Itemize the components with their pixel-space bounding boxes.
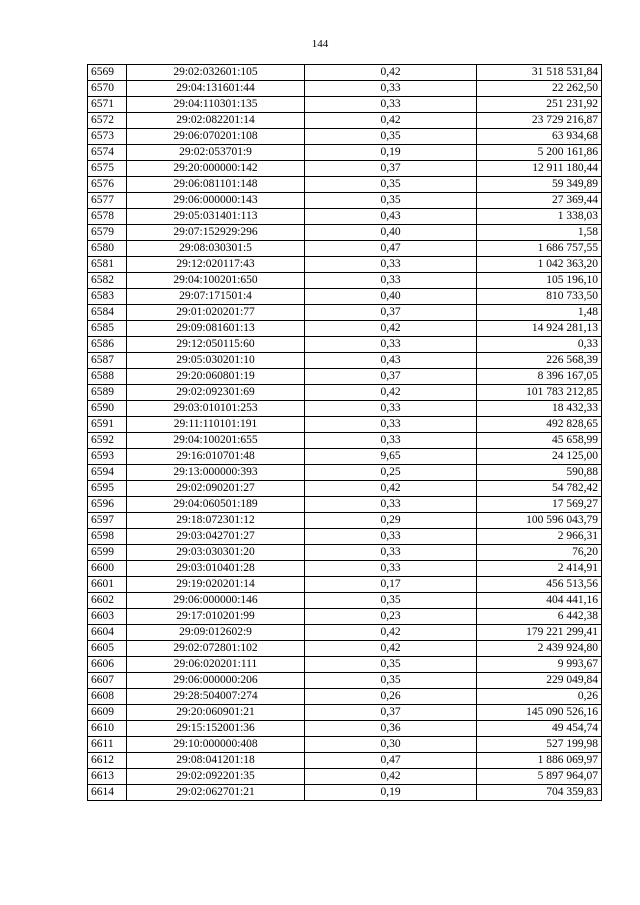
cadastral-number-cell: 29:03:042701:27 bbox=[127, 529, 305, 545]
rate-cell: 0,42 bbox=[305, 385, 477, 401]
table-row bbox=[88, 145, 602, 161]
rate-cell: 0,33 bbox=[305, 545, 477, 561]
cadastral-number-cell: 29:15:152001:36 bbox=[127, 721, 305, 737]
cadastral-number-cell: 29:11:110101:191 bbox=[127, 417, 305, 433]
rate-cell: 0,42 bbox=[305, 641, 477, 657]
cadastral-number-cell: 29:08:041201:18 bbox=[127, 753, 305, 769]
rate-cell: 0,35 bbox=[305, 657, 477, 673]
row-number-cell: 6599 bbox=[88, 545, 127, 561]
table-row bbox=[88, 65, 602, 81]
row-number-cell: 6590 bbox=[88, 401, 127, 417]
cadastral-number-cell: 29:02:090201:27 bbox=[127, 481, 305, 497]
rate-cell: 0,42 bbox=[305, 625, 477, 641]
cadastral-number-cell: 29:06:000000:146 bbox=[127, 593, 305, 609]
rate-cell: 0,19 bbox=[305, 785, 477, 801]
rate-cell: 0,42 bbox=[305, 481, 477, 497]
value-cell: 704 359,83 bbox=[477, 785, 602, 801]
rate-cell: 0,35 bbox=[305, 129, 477, 145]
cadastral-number-cell: 29:07:152929:296 bbox=[127, 225, 305, 241]
table-row bbox=[88, 769, 602, 785]
rate-cell: 0,33 bbox=[305, 337, 477, 353]
value-cell: 1,48 bbox=[477, 305, 602, 321]
table-row bbox=[88, 273, 602, 289]
cadastral-number-cell: 29:02:032601:105 bbox=[127, 65, 305, 81]
table-row bbox=[88, 81, 602, 97]
table-row bbox=[88, 513, 602, 529]
rate-cell: 0,42 bbox=[305, 113, 477, 129]
table-row bbox=[88, 753, 602, 769]
value-cell: 1 686 757,55 bbox=[477, 241, 602, 257]
rate-cell: 0,33 bbox=[305, 417, 477, 433]
rate-cell: 0,26 bbox=[305, 689, 477, 705]
table-row bbox=[88, 369, 602, 385]
table-row bbox=[88, 577, 602, 593]
cadastral-number-cell: 29:12:050115:60 bbox=[127, 337, 305, 353]
cadastral-number-cell: 29:06:000000:143 bbox=[127, 193, 305, 209]
cadastral-number-cell: 29:16:010701:48 bbox=[127, 449, 305, 465]
table-row bbox=[88, 257, 602, 273]
cadastral-number-cell: 29:04:100201:650 bbox=[127, 273, 305, 289]
cadastral-number-cell: 29:02:082201:14 bbox=[127, 113, 305, 129]
rate-cell: 0,37 bbox=[305, 161, 477, 177]
row-number-cell: 6598 bbox=[88, 529, 127, 545]
rate-cell: 0,33 bbox=[305, 497, 477, 513]
cadastral-number-cell: 29:20:060901:21 bbox=[127, 705, 305, 721]
table-row bbox=[88, 225, 602, 241]
row-number-cell: 6569 bbox=[88, 65, 127, 81]
cadastral-number-cell: 29:02:092301:69 bbox=[127, 385, 305, 401]
value-cell: 492 828,65 bbox=[477, 417, 602, 433]
value-cell: 810 733,50 bbox=[477, 289, 602, 305]
table-row bbox=[88, 289, 602, 305]
row-number-cell: 6572 bbox=[88, 113, 127, 129]
rate-cell: 0,43 bbox=[305, 209, 477, 225]
table-row bbox=[88, 177, 602, 193]
table-row bbox=[88, 433, 602, 449]
row-number-cell: 6584 bbox=[88, 305, 127, 321]
value-cell: 456 513,56 bbox=[477, 577, 602, 593]
rate-cell: 0,25 bbox=[305, 465, 477, 481]
value-cell: 0,26 bbox=[477, 689, 602, 705]
cadastral-value-table bbox=[87, 64, 602, 801]
row-number-cell: 6587 bbox=[88, 353, 127, 369]
cadastral-number-cell: 29:02:062701:21 bbox=[127, 785, 305, 801]
cadastral-number-cell: 29:04:060501:189 bbox=[127, 497, 305, 513]
rate-cell: 0,19 bbox=[305, 145, 477, 161]
cadastral-number-cell: 29:09:012602:9 bbox=[127, 625, 305, 641]
rate-cell: 9,65 bbox=[305, 449, 477, 465]
rate-cell: 0,37 bbox=[305, 369, 477, 385]
rate-cell: 0,33 bbox=[305, 561, 477, 577]
value-cell: 27 369,44 bbox=[477, 193, 602, 209]
row-number-cell: 6611 bbox=[88, 737, 127, 753]
value-cell: 8 396 167,05 bbox=[477, 369, 602, 385]
row-number-cell: 6596 bbox=[88, 497, 127, 513]
cadastral-number-cell: 29:03:010401:28 bbox=[127, 561, 305, 577]
value-cell: 45 658,99 bbox=[477, 433, 602, 449]
table-row bbox=[88, 545, 602, 561]
value-cell: 145 090 526,16 bbox=[477, 705, 602, 721]
value-cell: 1 042 363,20 bbox=[477, 257, 602, 273]
row-number-cell: 6575 bbox=[88, 161, 127, 177]
row-number-cell: 6578 bbox=[88, 209, 127, 225]
row-number-cell: 6586 bbox=[88, 337, 127, 353]
cadastral-number-cell: 29:02:053701:9 bbox=[127, 145, 305, 161]
value-cell: 31 518 531,84 bbox=[477, 65, 602, 81]
row-number-cell: 6579 bbox=[88, 225, 127, 241]
rate-cell: 0,33 bbox=[305, 401, 477, 417]
row-number-cell: 6607 bbox=[88, 673, 127, 689]
row-number-cell: 6610 bbox=[88, 721, 127, 737]
rate-cell: 0,47 bbox=[305, 753, 477, 769]
rate-cell: 0,35 bbox=[305, 593, 477, 609]
rate-cell: 0,17 bbox=[305, 577, 477, 593]
row-number-cell: 6588 bbox=[88, 369, 127, 385]
table-row bbox=[88, 161, 602, 177]
table-row bbox=[88, 497, 602, 513]
value-cell: 18 432,33 bbox=[477, 401, 602, 417]
rate-cell: 0,35 bbox=[305, 673, 477, 689]
row-number-cell: 6595 bbox=[88, 481, 127, 497]
table-row bbox=[88, 449, 602, 465]
row-number-cell: 6606 bbox=[88, 657, 127, 673]
row-number-cell: 6582 bbox=[88, 273, 127, 289]
table-row bbox=[88, 385, 602, 401]
row-number-cell: 6593 bbox=[88, 449, 127, 465]
value-cell: 54 782,42 bbox=[477, 481, 602, 497]
rate-cell: 0,40 bbox=[305, 225, 477, 241]
table-row bbox=[88, 481, 602, 497]
value-cell: 179 221 299,41 bbox=[477, 625, 602, 641]
cadastral-number-cell: 29:08:030301:5 bbox=[127, 241, 305, 257]
value-cell: 63 934,68 bbox=[477, 129, 602, 145]
row-number-cell: 6580 bbox=[88, 241, 127, 257]
value-cell: 24 125,00 bbox=[477, 449, 602, 465]
cadastral-number-cell: 29:02:092201:35 bbox=[127, 769, 305, 785]
cadastral-number-cell: 29:02:072801:102 bbox=[127, 641, 305, 657]
row-number-cell: 6604 bbox=[88, 625, 127, 641]
rate-cell: 0,40 bbox=[305, 289, 477, 305]
row-number-cell: 6600 bbox=[88, 561, 127, 577]
rate-cell: 0,30 bbox=[305, 737, 477, 753]
row-number-cell: 6576 bbox=[88, 177, 127, 193]
cadastral-number-cell: 29:07:171501:4 bbox=[127, 289, 305, 305]
value-cell: 0,33 bbox=[477, 337, 602, 353]
value-cell: 22 262,50 bbox=[477, 81, 602, 97]
value-cell: 251 231,92 bbox=[477, 97, 602, 113]
cadastral-number-cell: 29:09:081601:13 bbox=[127, 321, 305, 337]
value-cell: 76,20 bbox=[477, 545, 602, 561]
row-number-cell: 6605 bbox=[88, 641, 127, 657]
table-row bbox=[88, 625, 602, 641]
row-number-cell: 6597 bbox=[88, 513, 127, 529]
cadastral-number-cell: 29:04:110301:135 bbox=[127, 97, 305, 113]
value-cell: 49 454,74 bbox=[477, 721, 602, 737]
cadastral-number-cell: 29:06:020201:111 bbox=[127, 657, 305, 673]
value-cell: 14 924 281,13 bbox=[477, 321, 602, 337]
value-cell: 5 200 161,86 bbox=[477, 145, 602, 161]
value-cell: 17 569,27 bbox=[477, 497, 602, 513]
table-row bbox=[88, 353, 602, 369]
rate-cell: 0,37 bbox=[305, 705, 477, 721]
value-cell: 59 349,89 bbox=[477, 177, 602, 193]
rate-cell: 0,43 bbox=[305, 353, 477, 369]
table-row bbox=[88, 561, 602, 577]
cadastral-number-cell: 29:03:030301:20 bbox=[127, 545, 305, 561]
value-cell: 6 442,38 bbox=[477, 609, 602, 625]
table-row bbox=[88, 529, 602, 545]
row-number-cell: 6608 bbox=[88, 689, 127, 705]
table-row bbox=[88, 129, 602, 145]
table-row bbox=[88, 241, 602, 257]
value-cell: 226 568,39 bbox=[477, 353, 602, 369]
cadastral-number-cell: 29:13:000000:393 bbox=[127, 465, 305, 481]
table-row bbox=[88, 337, 602, 353]
table-body bbox=[88, 65, 602, 801]
cadastral-number-cell: 29:12:020117:43 bbox=[127, 257, 305, 273]
table-row bbox=[88, 657, 602, 673]
row-number-cell: 6601 bbox=[88, 577, 127, 593]
cadastral-number-cell: 29:17:010201:99 bbox=[127, 609, 305, 625]
cadastral-number-cell: 29:06:081101:148 bbox=[127, 177, 305, 193]
cadastral-number-cell: 29:10:000000:408 bbox=[127, 737, 305, 753]
value-cell: 1 338,03 bbox=[477, 209, 602, 225]
rate-cell: 0,35 bbox=[305, 193, 477, 209]
rate-cell: 0,37 bbox=[305, 305, 477, 321]
value-cell: 105 196,10 bbox=[477, 273, 602, 289]
cadastral-number-cell: 29:20:060801:19 bbox=[127, 369, 305, 385]
rate-cell: 0,33 bbox=[305, 257, 477, 273]
value-cell: 100 596 043,79 bbox=[477, 513, 602, 529]
rate-cell: 0,33 bbox=[305, 529, 477, 545]
value-cell: 590,88 bbox=[477, 465, 602, 481]
cadastral-number-cell: 29:06:070201:108 bbox=[127, 129, 305, 145]
row-number-cell: 6614 bbox=[88, 785, 127, 801]
cadastral-number-cell: 29:18:072301:12 bbox=[127, 513, 305, 529]
value-cell: 404 441,16 bbox=[477, 593, 602, 609]
value-cell: 1,58 bbox=[477, 225, 602, 241]
row-number-cell: 6570 bbox=[88, 81, 127, 97]
table-row bbox=[88, 97, 602, 113]
row-number-cell: 6577 bbox=[88, 193, 127, 209]
rate-cell: 0,33 bbox=[305, 81, 477, 97]
value-cell: 229 049,84 bbox=[477, 673, 602, 689]
rate-cell: 0,47 bbox=[305, 241, 477, 257]
row-number-cell: 6603 bbox=[88, 609, 127, 625]
row-number-cell: 6583 bbox=[88, 289, 127, 305]
value-cell: 23 729 216,87 bbox=[477, 113, 602, 129]
row-number-cell: 6612 bbox=[88, 753, 127, 769]
table-row bbox=[88, 673, 602, 689]
row-number-cell: 6602 bbox=[88, 593, 127, 609]
page-number: 144 bbox=[311, 38, 329, 50]
table-row bbox=[88, 321, 602, 337]
table-row bbox=[88, 465, 602, 481]
rate-cell: 0,33 bbox=[305, 433, 477, 449]
value-cell: 9 993,67 bbox=[477, 657, 602, 673]
cadastral-number-cell: 29:01:020201:77 bbox=[127, 305, 305, 321]
row-number-cell: 6613 bbox=[88, 769, 127, 785]
rate-cell: 0,23 bbox=[305, 609, 477, 625]
cadastral-number-cell: 29:04:131601:44 bbox=[127, 81, 305, 97]
table-row bbox=[88, 209, 602, 225]
row-number-cell: 6609 bbox=[88, 705, 127, 721]
value-cell: 12 911 180,44 bbox=[477, 161, 602, 177]
value-cell: 2 966,31 bbox=[477, 529, 602, 545]
table-row bbox=[88, 609, 602, 625]
value-cell: 2 414,91 bbox=[477, 561, 602, 577]
rate-cell: 0,42 bbox=[305, 769, 477, 785]
table-row bbox=[88, 417, 602, 433]
table-row bbox=[88, 305, 602, 321]
value-cell: 101 783 212,85 bbox=[477, 385, 602, 401]
value-cell: 527 199,98 bbox=[477, 737, 602, 753]
table-row bbox=[88, 737, 602, 753]
cadastral-number-cell: 29:04:100201:655 bbox=[127, 433, 305, 449]
row-number-cell: 6589 bbox=[88, 385, 127, 401]
table-row bbox=[88, 689, 602, 705]
cadastral-number-cell: 29:05:030201:10 bbox=[127, 353, 305, 369]
rate-cell: 0,35 bbox=[305, 177, 477, 193]
table-row bbox=[88, 401, 602, 417]
value-cell: 1 886 069,97 bbox=[477, 753, 602, 769]
table-row bbox=[88, 593, 602, 609]
table-row bbox=[88, 641, 602, 657]
row-number-cell: 6573 bbox=[88, 129, 127, 145]
table-row bbox=[88, 785, 602, 801]
cadastral-number-cell: 29:03:010101:253 bbox=[127, 401, 305, 417]
cadastral-number-cell: 29:28:504007:274 bbox=[127, 689, 305, 705]
row-number-cell: 6571 bbox=[88, 97, 127, 113]
rate-cell: 0,42 bbox=[305, 65, 477, 81]
value-cell: 5 897 964,07 bbox=[477, 769, 602, 785]
row-number-cell: 6592 bbox=[88, 433, 127, 449]
rate-cell: 0,36 bbox=[305, 721, 477, 737]
cadastral-number-cell: 29:20:000000:142 bbox=[127, 161, 305, 177]
value-cell: 2 439 924,80 bbox=[477, 641, 602, 657]
table-row bbox=[88, 705, 602, 721]
table-row bbox=[88, 113, 602, 129]
cadastral-number-cell: 29:19:020201:14 bbox=[127, 577, 305, 593]
cadastral-number-cell: 29:06:000000:206 bbox=[127, 673, 305, 689]
table-row bbox=[88, 193, 602, 209]
row-number-cell: 6574 bbox=[88, 145, 127, 161]
rate-cell: 0,42 bbox=[305, 321, 477, 337]
cadastral-number-cell: 29:05:031401:113 bbox=[127, 209, 305, 225]
row-number-cell: 6594 bbox=[88, 465, 127, 481]
rate-cell: 0,29 bbox=[305, 513, 477, 529]
rate-cell: 0,33 bbox=[305, 97, 477, 113]
row-number-cell: 6591 bbox=[88, 417, 127, 433]
rate-cell: 0,33 bbox=[305, 273, 477, 289]
table-row bbox=[88, 721, 602, 737]
row-number-cell: 6581 bbox=[88, 257, 127, 273]
row-number-cell: 6585 bbox=[88, 321, 127, 337]
